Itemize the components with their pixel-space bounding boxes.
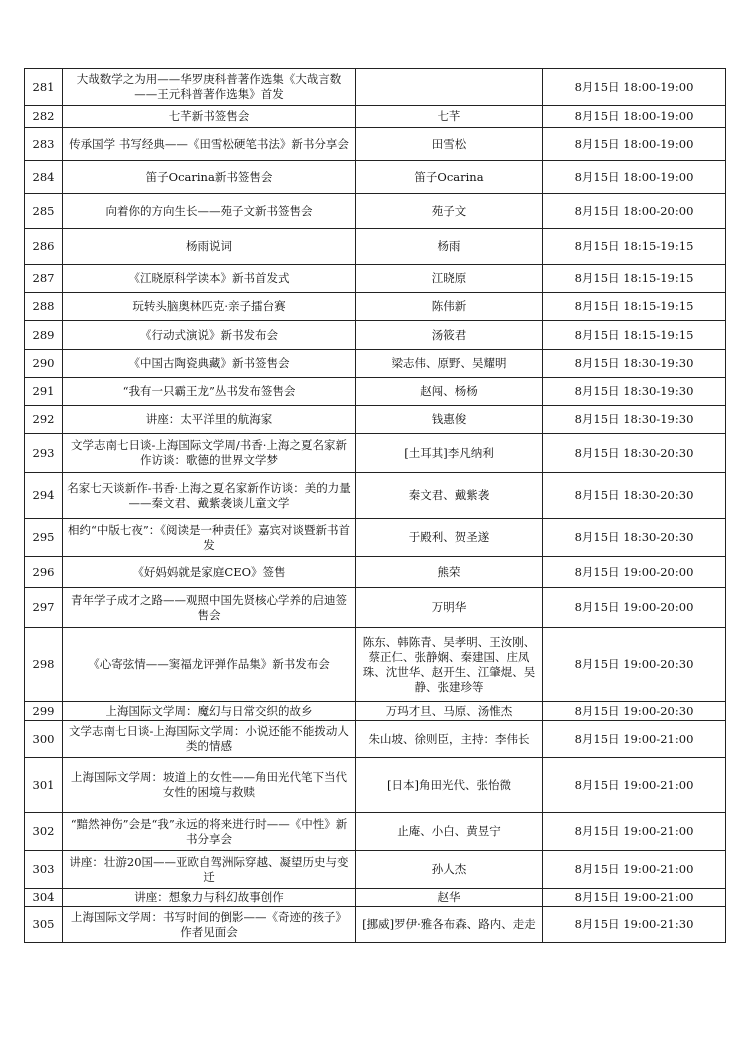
- event-schedule-table: [24, 68, 726, 943]
- event-guests: 陈伟新: [356, 293, 543, 321]
- event-guests: 汤筱君: [356, 321, 543, 350]
- event-time: 8月15日 19:00-20:00: [543, 557, 726, 588]
- row-number: 297: [25, 588, 63, 628]
- event-time: 8月15日 19:00-20:00: [543, 588, 726, 628]
- row-number: 295: [25, 519, 63, 557]
- event-guests: 钱惠俊: [356, 406, 543, 434]
- table-row: [25, 378, 726, 406]
- table-row: [25, 321, 726, 350]
- event-guests: 陈东、韩陈青、吴孝明、王汝刚、蔡正仁、张静娴、秦建国、庄凤珠、沈世华、赵开生、江肇焜、吴静、张建珍等: [356, 628, 543, 702]
- table-row: [25, 702, 726, 721]
- row-number: 300: [25, 721, 63, 758]
- event-guests: [挪威]罗伊·雅各布森、路内、走走: [356, 907, 543, 943]
- event-time: 8月15日 18:30-20:30: [543, 473, 726, 519]
- event-time: 8月15日 18:00-20:00: [543, 194, 726, 229]
- row-number: 284: [25, 161, 63, 194]
- event-guests: 七芊: [356, 106, 543, 128]
- row-number: 299: [25, 702, 63, 721]
- table-row: [25, 758, 726, 813]
- event-title: 《行动式演说》新书发布会: [63, 321, 356, 350]
- row-number: 302: [25, 813, 63, 851]
- event-time: 8月15日 19:00-21:00: [543, 813, 726, 851]
- row-number: 289: [25, 321, 63, 350]
- event-time: 8月15日 18:00-19:00: [543, 106, 726, 128]
- table-row: [25, 106, 726, 128]
- event-guests: 于殿利、贺圣遂: [356, 519, 543, 557]
- row-number: 283: [25, 128, 63, 161]
- row-number: 288: [25, 293, 63, 321]
- row-number: 298: [25, 628, 63, 702]
- event-time: 8月15日 19:00-20:30: [543, 702, 726, 721]
- table-row: [25, 265, 726, 293]
- event-title: “我有一只霸王龙”丛书发布签售会: [63, 378, 356, 406]
- event-guests: 苑子文: [356, 194, 543, 229]
- event-title: 《江晓原科学读本》新书首发式: [63, 265, 356, 293]
- event-guests: 秦文君、戴紫袭: [356, 473, 543, 519]
- event-guests: 梁志伟、原野、吴耀明: [356, 350, 543, 378]
- table-row: [25, 434, 726, 473]
- table-row: [25, 161, 726, 194]
- row-number: 294: [25, 473, 63, 519]
- row-number: 286: [25, 229, 63, 265]
- event-title: 向着你的方向生长——苑子文新书签售会: [63, 194, 356, 229]
- event-title: 文学志南七日谈-上海国际文学周：小说还能不能拨动人类的情感: [63, 721, 356, 758]
- row-number: 305: [25, 907, 63, 943]
- table-row: [25, 473, 726, 519]
- event-title: “黯然神伤”会是“我”永远的将来进行时——《中性》新书分享会: [63, 813, 356, 851]
- event-guests: 万明华: [356, 588, 543, 628]
- row-number: 304: [25, 889, 63, 907]
- row-number: 293: [25, 434, 63, 473]
- event-time: 8月15日 19:00-21:00: [543, 851, 726, 889]
- table-row: [25, 889, 726, 907]
- event-title: 《心寄弦情——窦福龙评弹作品集》新书发布会: [63, 628, 356, 702]
- event-title: 文学志南七日谈-上海国际文学周/书香·上海之夏名家新作访谈：歌德的世界文学梦: [63, 434, 356, 473]
- table-row: [25, 588, 726, 628]
- event-guests: 止庵、小白、黄昱宁: [356, 813, 543, 851]
- event-title: 笛子Ocarina新书签售会: [63, 161, 356, 194]
- event-time: 8月15日 19:00-20:30: [543, 628, 726, 702]
- event-time: 8月15日 18:30-20:30: [543, 434, 726, 473]
- row-number: 281: [25, 69, 63, 106]
- row-number: 282: [25, 106, 63, 128]
- row-number: 296: [25, 557, 63, 588]
- event-title: 相约“中版七夜”：《阅读是一种责任》嘉宾对谈暨新书首发: [63, 519, 356, 557]
- event-title: 上海国际文学周：书写时间的倒影——《奇迹的孩子》作者见面会: [63, 907, 356, 943]
- event-guests: 杨雨: [356, 229, 543, 265]
- event-guests: 赵华: [356, 889, 543, 907]
- table-row: [25, 721, 726, 758]
- event-title: 讲座：壮游20国——亚欧自驾洲际穿越、凝望历史与变迁: [63, 851, 356, 889]
- table-row: [25, 813, 726, 851]
- event-time: 8月15日 18:30-19:30: [543, 406, 726, 434]
- event-guests: [土耳其]李凡纳利: [356, 434, 543, 473]
- row-number: 290: [25, 350, 63, 378]
- table-row: [25, 907, 726, 943]
- row-number: 287: [25, 265, 63, 293]
- event-guests: [356, 69, 543, 106]
- event-title: 讲座：想象力与科幻故事创作: [63, 889, 356, 907]
- table-row: [25, 229, 726, 265]
- table-row: [25, 519, 726, 557]
- event-guests: 万玛才旦、马原、汤惟杰: [356, 702, 543, 721]
- event-guests: 笛子Ocarina: [356, 161, 543, 194]
- event-time: 8月15日 18:00-19:00: [543, 69, 726, 106]
- event-title: 《中国古陶瓷典藏》新书签售会: [63, 350, 356, 378]
- event-time: 8月15日 18:00-19:00: [543, 128, 726, 161]
- event-time: 8月15日 18:15-19:15: [543, 229, 726, 265]
- event-time: 8月15日 18:15-19:15: [543, 265, 726, 293]
- table-row: [25, 406, 726, 434]
- event-time: 8月15日 19:00-21:00: [543, 889, 726, 907]
- table-row: [25, 628, 726, 702]
- event-guests: 熊荣: [356, 557, 543, 588]
- row-number: 291: [25, 378, 63, 406]
- table-row: [25, 293, 726, 321]
- table-row: [25, 128, 726, 161]
- event-title: 《好妈妈就是家庭CEO》签售: [63, 557, 356, 588]
- event-title: 上海国际文学周：坡道上的女性——角田光代笔下当代女性的困境与救赎: [63, 758, 356, 813]
- table-row: [25, 69, 726, 106]
- row-number: 301: [25, 758, 63, 813]
- event-guests: [日本]角田光代、张怡微: [356, 758, 543, 813]
- event-guests: 江晓原: [356, 265, 543, 293]
- row-number: 303: [25, 851, 63, 889]
- event-title: 讲座：太平洋里的航海家: [63, 406, 356, 434]
- event-title: 青年学子成才之路——观照中国先贤核心学养的启迪签售会: [63, 588, 356, 628]
- row-number: 285: [25, 194, 63, 229]
- table-row: [25, 350, 726, 378]
- event-time: 8月15日 19:00-21:30: [543, 907, 726, 943]
- event-title: 杨雨说词: [63, 229, 356, 265]
- table-body: [25, 69, 726, 943]
- event-time: 8月15日 19:00-21:00: [543, 721, 726, 758]
- event-time: 8月15日 19:00-21:00: [543, 758, 726, 813]
- event-guests: 孙人杰: [356, 851, 543, 889]
- event-time: 8月15日 18:15-19:15: [543, 321, 726, 350]
- table-row: [25, 851, 726, 889]
- event-guests: 朱山坡、徐则臣，主持：李伟长: [356, 721, 543, 758]
- event-title: 名家七天谈新作-书香·上海之夏名家新作访谈：美的力量——秦文君、戴紫袭谈儿童文学: [63, 473, 356, 519]
- event-title: 玩转头脑奥林匹克·亲子擂台赛: [63, 293, 356, 321]
- event-time: 8月15日 18:15-19:15: [543, 293, 726, 321]
- event-title: 七芊新书签售会: [63, 106, 356, 128]
- event-title: 传承国学 书写经典——《田雪松硬笔书法》新书分享会: [63, 128, 356, 161]
- table-row: [25, 557, 726, 588]
- event-title: 大哉数学之为用——华罗庚科普著作选集《大哉言数——王元科普著作选集》首发: [63, 69, 356, 106]
- event-time: 8月15日 18:30-19:30: [543, 378, 726, 406]
- event-guests: 田雪松: [356, 128, 543, 161]
- event-time: 8月15日 18:30-19:30: [543, 350, 726, 378]
- event-guests: 赵闯、杨杨: [356, 378, 543, 406]
- event-time: 8月15日 18:00-19:00: [543, 161, 726, 194]
- row-number: 292: [25, 406, 63, 434]
- event-time: 8月15日 18:30-20:30: [543, 519, 726, 557]
- event-title: 上海国际文学周：魔幻与日常交织的故乡: [63, 702, 356, 721]
- table-row: [25, 194, 726, 229]
